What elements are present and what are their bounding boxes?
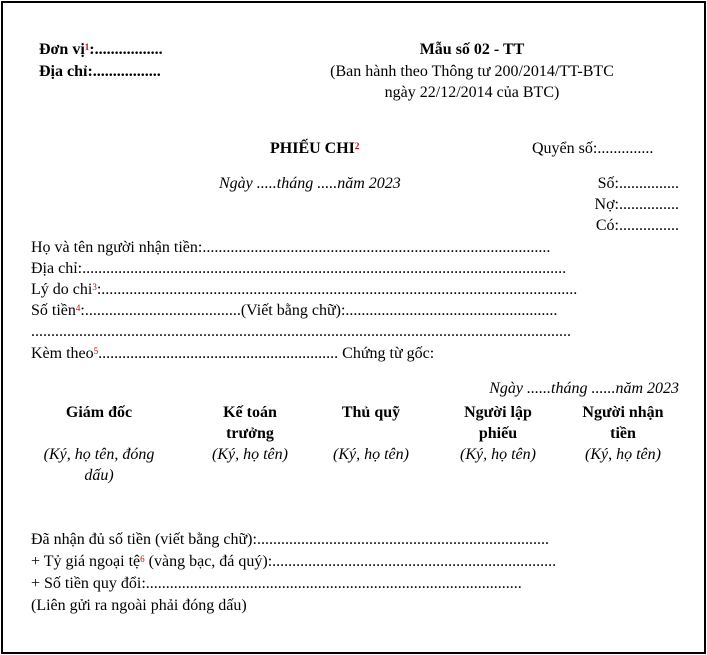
amount-continuation: ....................................................................................................................................... [31, 323, 571, 340]
attached-field: Kèm theo$^5$............................................................ Chứng từ gốc: [31, 345, 435, 362]
voucher-number: Số:............... [597, 175, 679, 192]
signature-title: Giám đốc [65, 404, 133, 421]
credit-account: Có:............... [595, 217, 679, 234]
signature-title: Kế toán trưởng [223, 404, 277, 442]
reason-field: Lý do chi$^3$:....................................................................................................................... [31, 281, 578, 298]
converted-amount-field: + Số tiền quy đổi:.............................................................................................. [31, 575, 522, 592]
sign-date: Ngày ......tháng ......năm 2023 [489, 380, 679, 397]
debit-account: Nợ:............... [594, 196, 679, 213]
issued-line-1: (Ban hành theo Thông tư 200/2014/TT-BTC [330, 63, 614, 80]
signature-note: (Ký, họ tên) [212, 446, 288, 463]
date-line: Ngày .....tháng .....năm 2023 [219, 175, 401, 192]
issued-line-2: ngày 22/12/2014 của BTC) [384, 84, 560, 101]
page-title: PHIẾU CHI$^2$ [270, 140, 360, 157]
book-number: Quyển số:.............. [532, 140, 654, 157]
form-number: Mẫu số 02 - TT [419, 41, 525, 58]
signature-chief-accountant [197, 402, 303, 465]
signature-note: (Ký, họ tên) [460, 446, 536, 463]
signature-recipient [570, 402, 676, 465]
unit-field: Đơn vị$^1$:................. [39, 41, 163, 58]
signature-cashier [318, 402, 424, 465]
signature-note: (Ký, họ tên) [333, 446, 409, 463]
received-amount-field: Đã nhận đủ số tiền (viết bằng chữ):......................................................................... [31, 531, 549, 548]
amount-field: Số tiền$^4$:.......................................(Viết bằng chữ):..................................................... [31, 302, 558, 319]
signature-preparer [445, 402, 551, 465]
address-header-field: Địa chỉ:................. [39, 63, 161, 80]
signature-title: Thủ quỹ [341, 404, 401, 421]
exchange-rate-field: + Tỷ giá ngoại tệ$^6$ (vàng bạc, đá quý):....................................................................... [31, 553, 557, 570]
signature-note: (Ký, họ tên, đóng dấu) [43, 446, 155, 484]
signature-title: Người lập phiếu [464, 404, 532, 442]
signature-note: (Ký, họ tên) [585, 446, 661, 463]
stamp-note: (Liên gửi ra ngoài phải đóng dấu) [31, 597, 247, 614]
signature-director [43, 402, 155, 486]
signature-title: Người nhận tiền [582, 404, 664, 442]
recipient-field: Họ và tên người nhận tiền:....................................................................................... [31, 239, 551, 256]
address-field: Địa chỉ:......................................................................................................................... [31, 260, 567, 277]
